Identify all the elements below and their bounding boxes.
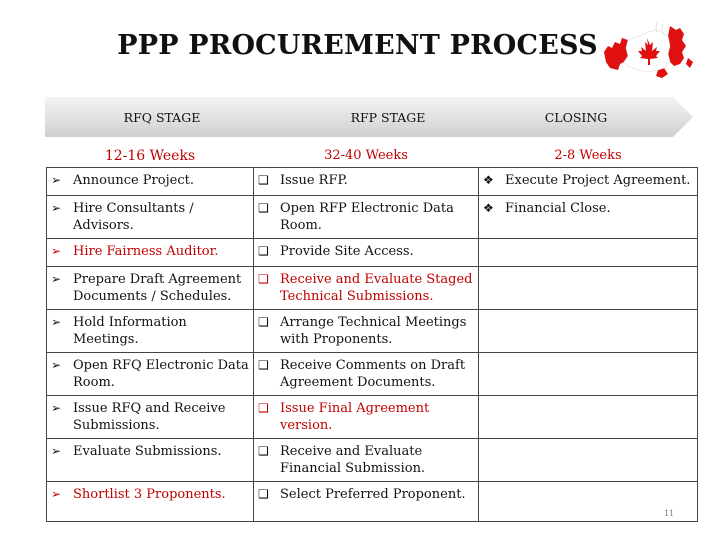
rfq-cell (47, 239, 254, 267)
rfp-bullet-icon: ❑ (258, 487, 269, 501)
rfq-cell (47, 168, 254, 196)
table-row (47, 168, 698, 196)
rfp-item (258, 271, 474, 305)
rfq-item-text: Shortlist 3 Proponents. (73, 487, 226, 502)
table-row (47, 196, 698, 239)
rfq-bullet-icon: ➢ (51, 201, 62, 215)
rfp-item (258, 172, 474, 189)
rfp-stage-label: RFP STAGE (350, 110, 426, 125)
rfq-item (51, 400, 249, 434)
rfp-item (258, 486, 474, 503)
closing-cell (479, 267, 698, 310)
rfq-cell (47, 196, 254, 239)
rfq-item-text: Issue RFQ and Receive Submissions. (73, 401, 226, 433)
closing-bullet-icon: ❖ (483, 201, 494, 215)
closing-cell (479, 396, 698, 439)
page-number: 11 (664, 509, 675, 518)
rfq-cell (47, 482, 254, 522)
rfq-item-text: Open RFQ Electronic Data Room. (73, 358, 249, 390)
closing-item-text: Execute Project Agreement. (505, 173, 691, 188)
table-row (47, 310, 698, 353)
rfp-item (258, 314, 474, 348)
rfp-duration: 32-40 Weeks (254, 141, 479, 168)
rfq-item (51, 314, 249, 348)
rfp-cell (254, 353, 479, 396)
rfp-item-text: Receive and Evaluate Staged Technical Submissions. (280, 272, 473, 304)
rfp-bullet-icon: ❑ (258, 444, 269, 458)
rfq-item-text: Evaluate Submissions. (73, 444, 222, 459)
rfq-cell (47, 267, 254, 310)
duration-row (47, 141, 698, 168)
rfq-cell (47, 353, 254, 396)
rfq-item (51, 271, 249, 305)
rfp-cell (254, 310, 479, 353)
rfq-item (51, 172, 249, 189)
canada-flag-map-icon (598, 18, 696, 84)
rfp-item (258, 243, 474, 260)
rfp-item (258, 400, 474, 434)
closing-duration: 2-8 Weeks (479, 141, 698, 168)
rfp-cell (254, 439, 479, 482)
rfp-item-text: Select Preferred Proponent. (280, 487, 466, 502)
rfp-bullet-icon: ❑ (258, 401, 269, 415)
rfq-bullet-icon: ➢ (51, 487, 62, 501)
rfq-item-text: Prepare Draft Agreement Documents / Schedules. (73, 272, 242, 304)
rfq-item (51, 200, 249, 234)
rfp-item (258, 357, 474, 391)
closing-cell (479, 310, 698, 353)
closing-cell (479, 196, 698, 239)
rfp-item-text: Provide Site Access. (280, 244, 414, 259)
rfq-bullet-icon: ➢ (51, 272, 62, 286)
rfp-bullet-icon: ❑ (258, 272, 269, 286)
closing-item-text: Financial Close. (505, 201, 611, 216)
closing-item (483, 172, 693, 189)
rfp-bullet-icon: ❑ (258, 244, 269, 258)
rfq-bullet-icon: ➢ (51, 244, 62, 258)
table-row (47, 353, 698, 396)
rfq-stage-label: RFQ STAGE (123, 110, 201, 125)
table-row (47, 396, 698, 439)
rfp-item-text: Arrange Technical Meetings with Proponents. (280, 315, 467, 347)
table-row (47, 267, 698, 310)
table-row (47, 482, 698, 522)
rfp-item (258, 443, 474, 477)
rfp-cell (254, 396, 479, 439)
closing-cell (479, 439, 698, 482)
rfp-cell (254, 482, 479, 522)
rfp-cell (254, 267, 479, 310)
rfq-cell (47, 310, 254, 353)
table-row (47, 439, 698, 482)
rfq-cell (47, 396, 254, 439)
rfq-item-text: Hold Information Meetings. (73, 315, 187, 347)
rfq-item (51, 443, 249, 460)
rfp-item-text: Open RFP Electronic Data Room. (280, 201, 454, 233)
rfp-bullet-icon: ❑ (258, 358, 269, 372)
closing-cell (479, 239, 698, 267)
rfp-cell (254, 196, 479, 239)
rfp-item (258, 200, 474, 234)
rfq-bullet-icon: ➢ (51, 444, 62, 458)
rfp-bullet-icon: ❑ (258, 315, 269, 329)
rfq-duration: 12-16 Weeks (47, 141, 254, 168)
table-row (47, 239, 698, 267)
closing-cell (479, 168, 698, 196)
closing-stage-label: CLOSING (544, 110, 608, 125)
rfq-item-text: Hire Fairness Auditor. (73, 244, 219, 259)
closing-bullet-icon: ❖ (483, 173, 494, 187)
rfq-bullet-icon: ➢ (51, 315, 62, 329)
rfp-item-text: Receive and Evaluate Financial Submission. (280, 444, 426, 476)
rfq-item (51, 243, 249, 260)
rfq-item-text: Hire Consultants / Advisors. (73, 201, 194, 233)
closing-cell (479, 353, 698, 396)
rfp-bullet-icon: ❑ (258, 201, 269, 215)
rfq-bullet-icon: ➢ (51, 401, 62, 415)
rfq-bullet-icon: ➢ (51, 358, 62, 372)
rfq-cell (47, 439, 254, 482)
closing-item (483, 200, 693, 217)
rfq-bullet-icon: ➢ (51, 173, 62, 187)
rfq-item (51, 486, 249, 503)
rfp-item-text: Issue Final Agreement version. (280, 401, 430, 433)
rfq-item (51, 357, 249, 391)
rfp-cell (254, 239, 479, 267)
rfq-item-text: Announce Project. (73, 173, 194, 188)
process-table (46, 141, 698, 522)
rfp-cell (254, 168, 479, 196)
rfp-item-text: Receive Comments on Draft Agreement Documents. (280, 358, 466, 390)
rfp-bullet-icon: ❑ (258, 173, 269, 187)
page-title: PPP PROCUREMENT PROCESS (117, 30, 598, 61)
rfp-item-text: Issue RFP. (280, 173, 348, 188)
